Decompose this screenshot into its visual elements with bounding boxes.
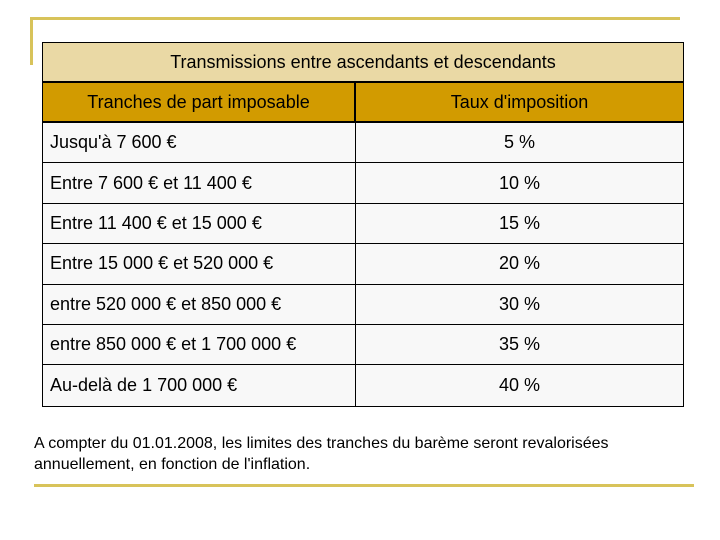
rate-cell: 30 % — [498, 293, 541, 314]
tranche-cell: Au-delà de 1 700 000 € — [43, 365, 356, 405]
tranche-cell: entre 850 000 € et 1 700 000 € — [43, 325, 356, 364]
table-header-row — [43, 83, 683, 123]
decorative-left-rule — [30, 17, 33, 65]
rate-cell: 40 % — [498, 375, 541, 396]
rate-cell: 5 % — [503, 132, 536, 153]
tranche-cell: entre 520 000 € et 850 000 € — [43, 285, 356, 324]
decorative-bottom-rule — [34, 484, 694, 487]
table-row — [43, 123, 683, 163]
table-row — [43, 163, 683, 203]
tranche-cell: Entre 15 000 € et 520 000 € — [43, 244, 356, 283]
table-row — [43, 244, 683, 284]
tranche-cell: Entre 7 600 € et 11 400 € — [43, 163, 356, 202]
footnote: A compter du 01.01.2008, les limites des tranches du barème seront revalorisées annuellement, en fonction de l'inflation. — [34, 435, 609, 473]
table-row — [43, 285, 683, 325]
table-row — [43, 204, 683, 244]
decorative-top-rule — [30, 17, 680, 20]
header-tranches: Tranches de part imposable — [43, 83, 356, 121]
rate-cell: 35 % — [498, 334, 541, 355]
header-taux: Taux d'imposition — [450, 91, 589, 112]
table-body — [43, 123, 683, 406]
tranche-cell: Jusqu'à 7 600 € — [43, 123, 356, 162]
rate-cell: 10 % — [498, 172, 541, 193]
rate-cell: 20 % — [498, 253, 541, 274]
tax-rate-table — [42, 42, 684, 407]
rate-cell: 15 % — [498, 212, 541, 233]
tranche-cell: Entre 11 400 € et 15 000 € — [43, 204, 356, 243]
table-row — [43, 365, 683, 405]
table-row — [43, 325, 683, 365]
table-title: Transmissions entre ascendants et descendants — [43, 43, 683, 83]
